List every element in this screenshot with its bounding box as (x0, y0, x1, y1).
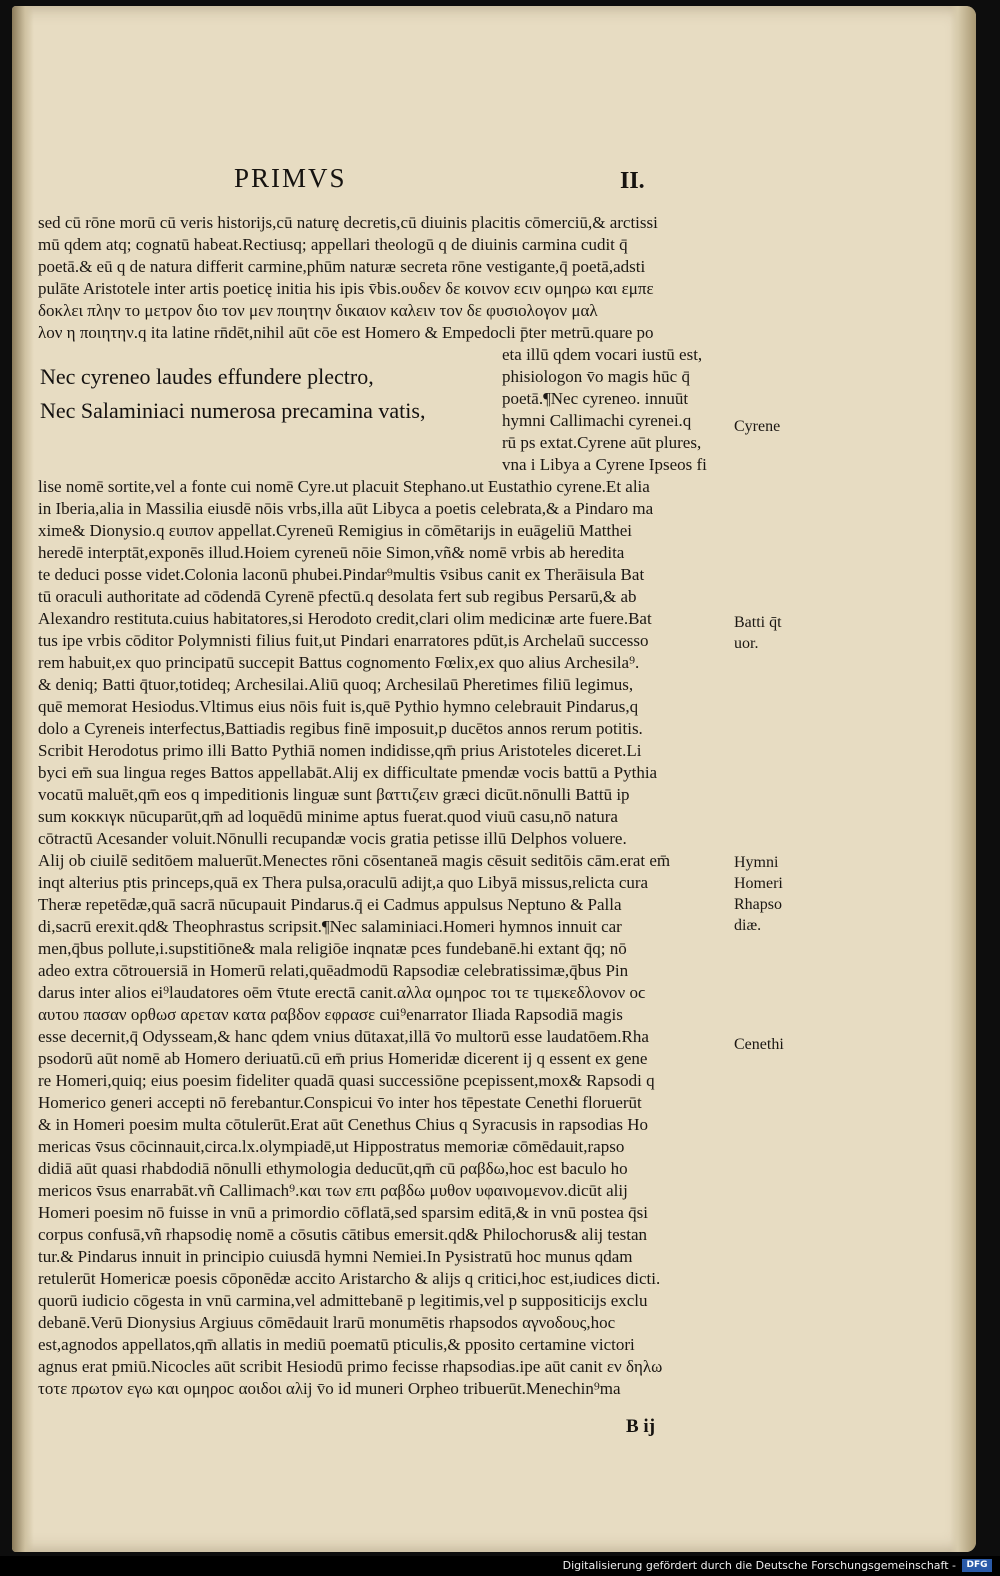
body-line: Alexandro restituta.cuius habitatores,si Herodoto credit,clari olim medicinæ arte fuere.Bat (38, 609, 652, 628)
margin-note-batti: Batti q̄t uor. (734, 614, 782, 652)
body-line: Theræ repetēdæ,quā sacrā nūcupauit Pindarus.q̄ ei Cadmus appulsus Neptuno & Palla (38, 895, 622, 914)
body-line: adeo extra cōtrouersiā in Homerū relati,quēadmodū Rapsodiæ celebratissimæ,q̄bus Pin (38, 961, 629, 980)
commentary-line: poetā.¶Nec cyreneo. innuūt (502, 389, 689, 408)
body-line: Alij ob ciuilē seditōem maluerūt.Menectes rōni cōsentaneā magis cēsuit seditōis cām.erat em̄ (38, 851, 671, 870)
dfg-logo: DFG (962, 1559, 992, 1572)
body-line: tū oraculi authoritate ad cōdendā Cyrenē pfectū.q desolata fert sub regibus Persarū,& ab (38, 587, 637, 606)
body-line: quē memorat Hesiodus.Vltimus eius nōis fuit is,quē Pythio hymno celebrauit Pindarus,q (38, 697, 639, 716)
body-line: pulāte Aristotele inter artis poeticę initia his ipis v̄bis.ουδεν δε κοινον εϲιν ομηρω και εμπε (38, 279, 654, 298)
margin-note-cyrene: Cyrene (734, 418, 781, 435)
body-line: retulerūt Homericæ poesis cōponēdæ accito Aristarcho & alijs q critici,hoc est,iudices dicti. (38, 1269, 661, 1288)
body-line: didiā aūt quasi rhabdodiā nōnulli ethymologia deducūt,qm̄ cū ραβδω,hoc est baculo ho (38, 1159, 628, 1178)
body-line: men,q̄bus pollute,i.supstitiōne& mala religiōe inqnatæ pces fundebanē.hi extant q̄q; nō (38, 939, 627, 958)
body-line: di,sacrū erexit.qd& Theophrastus scripsit.¶Nec salaminiaci.Homeri hymnos innuit car (38, 917, 622, 936)
body-line: tur.& Pindarus innuit in principio cuiusdā hymni Nemiei.In Pysistratū hoc munus qdam (38, 1247, 633, 1266)
commentary-line: eta illū qdem vocari iustū est, (502, 345, 703, 364)
body-line: byci em̄ sua lingua reges Battos appellabāt.Alij ex difficultate pmendæ vocis battū a Pythia (38, 763, 658, 782)
body-line: & deniq; Batti q̄tuor,totideq; Archesilai.Aliū quoq; Archesilaū Pheretimes filiū legimus, (38, 675, 634, 694)
body-line: psodorū aūt nomē ab Homero deriuatū.cū em̄ prius Homeridæ dicerent ij q essent ex gene (38, 1049, 648, 1068)
body-line: heredē interptāt,exponēs illud.Hoiem cyreneū nōie Simon,vñ& nomē vrbis ab heredita (38, 543, 625, 562)
body-line: re Homeri,quiq; eius poesim fideliter quadā quasi successiōne pcepissent,mox& Rapsodi q (38, 1071, 655, 1090)
margin-note-hymni: Hymni Homeri Rhapso diæ. (734, 854, 783, 934)
body-line: darus inter alios ei⁹laudatores oēm v̄tute erectā canit.αλλα ομηροϲ τοι τε τιμεκεδλονον οϲ (38, 983, 646, 1002)
body-line: & in Homeri poesim multa cōtulerūt.Erat aūt Cenethus Chius q Syracusis in rapsodias Ho (38, 1115, 649, 1134)
commentary-line: vna i Libya a Cyrene Ipseos fi (502, 455, 707, 474)
body-line: poetā.& eū q de natura differit carmine,phūm naturæ secreta rōne vestigante,q̄ poetā,adsti (38, 257, 646, 276)
body-line: in Iberia,alia in Massilia eiusdē nōis vrbs,illa aūt Libyca a poetis celebrata,& a Pindaro ma (38, 499, 654, 518)
body-line: cōtractū Acesander voluit.Nōnulli recupandæ vocis gratia petisse illū Delphos voluere. (38, 829, 627, 848)
body-line: sum κοκκιγκ nūcuparūt,qm̄ ad loquēdū minime aptus fuerat.quod viuū casu,nō natura (38, 807, 618, 826)
body-line: agnus erat pmiū.Nicocles aūt scribit Hesiodū primo fecisse rhapsodias.ipe aūt canit εν δηλω (38, 1357, 663, 1376)
footer-bar (0, 1556, 1000, 1576)
body-line: quorū iudicio cōgesta in vnū carmina,vel admittebanē p legitimis,vel p suppositicijs exclu (38, 1291, 648, 1310)
body-line: tus ipe vrbis cōditor Polymnisti filius fuit,ut Pindari enarratores pdūt,is Archelaū successo (38, 631, 649, 650)
verse-line-1: Nec cyreneo laudes effundere plectro, (40, 364, 374, 389)
book-page (12, 6, 976, 1552)
page-edge (950, 6, 976, 1552)
body-line: δοκλει πλην το μετρον διο τον μεν ποιητην δικαιον καλειν τον δε φυσιολογον μαλ (38, 301, 598, 320)
body-line: mericos v̄sus enarrabāt.vñ Callimach⁹.και των επι ραβδω μυθον υφαινομενον.dicūt alij (38, 1181, 628, 1200)
body-line: τοτε πρωτον εγω και ομηροϲ αοιδοι αλij v̄o id muneri Orpheo tribuerūt.Menechin⁹ma (38, 1379, 621, 1398)
page-gutter (12, 6, 34, 1552)
body-line: xime& Dionysio.q ευιπον appellat.Cyreneū Remigius in cōmētarijs in euāgeliū Matthei (38, 521, 632, 540)
body-line: mericas v̄sus cōcinnauit,circa.lx.olympiadē,ut Hippostratus memoriæ cōmēdauit,rapso (38, 1137, 625, 1156)
commentary-line: phisiologon v̄o magis hūc q̄ (502, 367, 690, 386)
verse-line-2: Nec Salaminiaci numerosa precamina vatis, (40, 398, 426, 423)
body-line: mū qdem atq; cognatū habeat.Rectiusq; appellari theologū q de diuinis carmina cudit q̄ (38, 235, 628, 254)
body-line: rem habuit,ex quo principatū succepit Battus cognomento Fœlix,ex quo alius Archesila⁹. (38, 653, 640, 672)
body-line: lise nomē sortite,vel a fonte cui nomē Cyre.ut placuit Stephano.ut Eustathio cyrene.Et alia (38, 477, 650, 496)
body-line: αυτου πασαν ορθωσ αρεταν κατα ραβδον εφρασε cui⁹enarrator Iliada Rapsodiā magis (38, 1005, 623, 1024)
body-line: corpus confusā,vñ rhapsodię nomē a cōsutis cātibus emersit.qd& Philochorus& alij testan (38, 1225, 648, 1244)
commentary-line: hymni Callimachi cyrenei.q (502, 411, 692, 430)
body-line: esse decernit,q̄ Odysseam,& hanc qdem vnius dūtaxat,illā v̄o multorū esse laudatōem.Rha (38, 1027, 649, 1046)
body-line: dolo a Cyreneis interfectus,Battiadis regibus finē imposuit,p ducētos annos rerum potitis. (38, 719, 643, 738)
funding-credit: Digitalisierung gefördert durch die Deutsche Forschungsgemeinschaft - (562, 1559, 956, 1572)
body-line: est,agnodos appellatos,qm̄ allatis in mediū poematū pticulis,& pposito certamine victori (38, 1335, 635, 1354)
commentary-line: rū ps extat.Cyrene aūt plures, (502, 433, 702, 452)
body-line: te deduci posse videt.Colonia laconū phubei.Pindar⁹multis v̄sibus canit ex Therāisula Bat (38, 565, 645, 584)
body-line: Homerico generi accepti nō ferebantur.Conspicui v̄o inter hos tēpestate Cenethi floruerūt (38, 1093, 642, 1112)
body-line: Homeri poesim nō fuisse in vnū a primordio cōflatā,sed sparsim editā,& in vnū postea q̄si (38, 1203, 648, 1222)
running-head: PRIMVS (234, 163, 347, 193)
body-line: inqt alterius ptis princeps,quā ex Thera pulsa,oraculū adijt,a quo Libyā missus,relicta cura (38, 873, 649, 892)
folio-number: II. (620, 168, 645, 194)
body-line: debanē.Verū Dionysius Argiuus cōmēdauit lrarū monumētis rhapsodos αγνοδους,hoc (38, 1313, 616, 1332)
body-line: λον η ποιητην.q ita latine rn̄dēt,nihil aūt cōe est Homero & Empedocli p̄ter metrū.quare po (38, 323, 654, 342)
body-line: vocatū maluēt,qm̄ eos q impeditionis linguæ sunt βαττιζειν græci dicūt.nōnulli Battū ip (38, 785, 630, 804)
margin-note-cenethi: Cenethi (734, 1036, 784, 1053)
body-line: Scribit Herodotus primo illi Batto Pythiā nomen indidisse,qm̄ prius Aristoteles diceret.Li (38, 741, 642, 760)
body-line: sed cū rōne morū cū veris historijs,cū naturę decretis,cū diuinis placitis cōmerciū,& arctissi (38, 213, 658, 232)
signature-mark: B ij (626, 1416, 656, 1437)
